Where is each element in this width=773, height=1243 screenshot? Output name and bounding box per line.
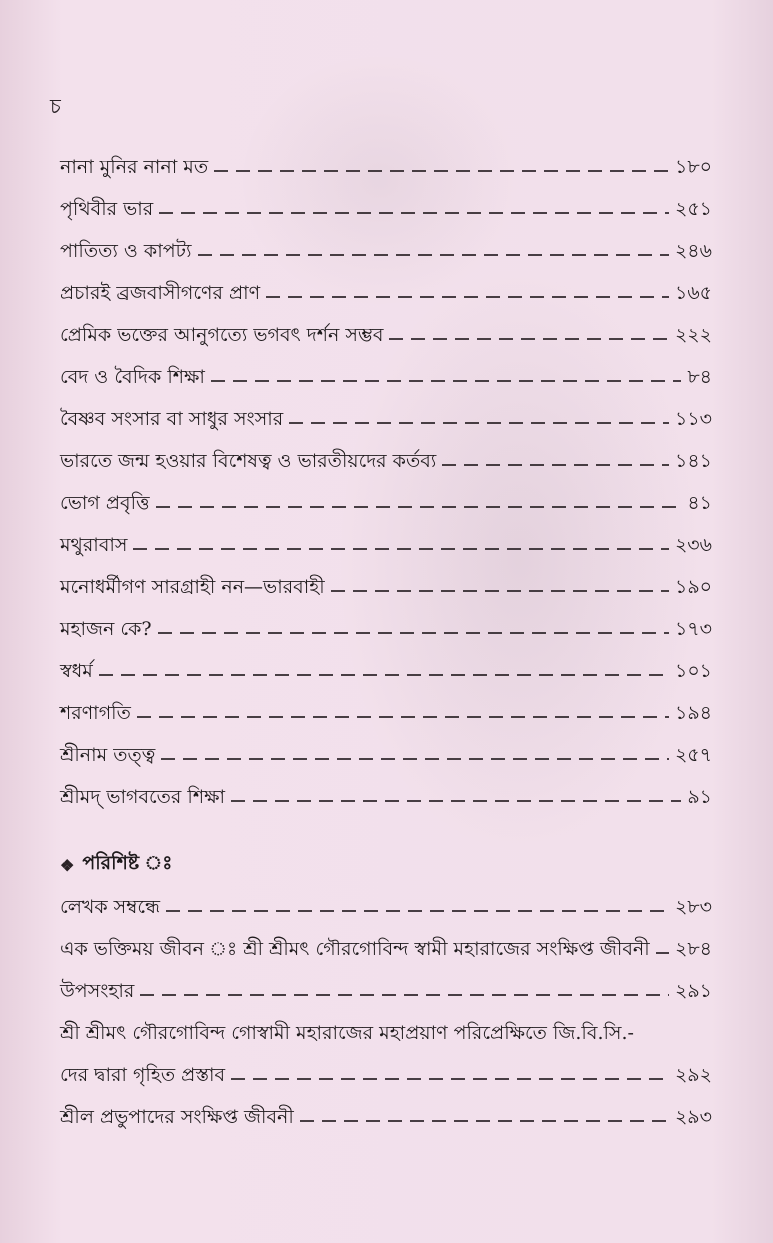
toc-entry [60,608,712,650]
appendix-list [60,886,712,1012]
entry-title: উপসংহার [60,980,135,1002]
appendix-entry [60,970,712,1012]
entry-page-number: ১৯০ [674,576,712,598]
dash-leader [300,1120,669,1122]
entry-page-number: ১৯৪ [675,702,712,724]
entry-title: লেখক সম্বন্ধে [60,896,161,918]
entry-title: পাতিত্য ও কাপট্য [60,240,192,262]
contents-list [60,146,712,818]
entry-title: পৃথিবীর ভার [60,198,154,220]
appendix-long-entry-line2 [60,1054,712,1096]
entry-title: দের দ্বারা গৃহিত প্রস্তাব [60,1064,226,1086]
toc-entry [60,314,712,356]
toc-entry [60,482,712,524]
entry-title: শ্রীমদ্ ভাগবতের শিক্ষা [60,786,225,808]
appendix-heading [60,844,712,886]
dash-leader [389,338,668,340]
dash-leader [331,590,669,592]
entry-title: এক ভক্তিময় জীবন ঃ শ্রী শ্রীমৎ গৌরগোবিন্দ স্বামী মহারাজের সংক্ষিপ্ত জীবনী [60,938,650,960]
entry-page-number: ২৮৪ [674,938,712,960]
entry-page-number: ১১৩ [674,408,712,430]
entry-title: শ্রীল প্রভুপাদের সংক্ষিপ্ত জীবনী [60,1106,294,1128]
entry-title: ভোগ প্রবৃত্তি [60,492,150,514]
toc-entry [60,188,712,230]
entry-page-number: ২৯১ [674,980,712,1002]
entry-title: মহাজন কে? [60,618,152,640]
dash-leader [214,170,669,172]
dash-leader [133,548,668,550]
entry-title: বেদ ও বৈদিক শিক্ষা [60,366,205,388]
entry-title: শরণাগতি [60,702,131,724]
dash-leader [231,1078,669,1080]
toc-entry [60,734,712,776]
entry-page-number: ২৫৭ [674,744,712,766]
toc-entry [60,650,712,692]
entry-title: মথুরাবাস [60,534,128,556]
dash-leader [231,800,681,802]
entry-page-number: ১৮০ [674,156,712,178]
entry-page-number: ২৪৬ [674,240,712,262]
dash-leader [161,758,669,760]
toc-entry [60,776,712,818]
dash-leader [211,380,681,382]
toc-entry [60,692,712,734]
entry-page-number: ৯১ [687,786,712,808]
entry-title: বৈষ্ণব সংসার বা সাধুর সংসার [60,408,284,430]
entry-title: মনোধর্মীগণ সারগ্রাহী নন—ভারবাহী [60,576,325,598]
entry-page-number: ৮৪ [687,366,712,388]
entry-title: নানা মুনির নানা মত [60,156,209,178]
entry-page-number: ২৯২ [674,1064,712,1086]
toc-entry [60,440,712,482]
entry-title: স্বধর্ম [60,660,93,682]
toc-entry [60,146,712,188]
toc-entry [60,272,712,314]
dash-leader [266,296,669,298]
entry-title: শ্রীনাম তত্ত্ব [60,744,156,766]
entry-title: প্রচারই ব্রজবাসীগণের প্রাণ [60,282,261,304]
dash-leader [158,632,669,634]
toc-entry [60,356,712,398]
dash-leader [140,994,669,996]
appendix-last-entry [60,1096,712,1138]
entry-page-number: ২৯৩ [674,1106,712,1128]
appendix-heading-text: পরিশিষ্ট ঃ [82,852,173,874]
entry-title: প্রেমিক ভক্তের আনুগত্যে ভগবৎ দর্শন সম্ভব [60,324,384,346]
appendix-entry [60,886,712,928]
table-of-contents [60,146,712,1138]
entry-page-number: ১৬৫ [674,282,712,304]
entry-page-number: ২৫১ [674,198,712,220]
dash-leader [156,506,682,508]
page-marker: চ [50,94,61,118]
dash-leader [198,254,669,256]
entry-page-number: ৪১ [687,492,712,514]
entry-title: ভারতে জন্ম হওয়ার বিশেষত্ব ও ভারতীয়দের কর্তব্য [60,450,437,472]
toc-entry [60,230,712,272]
entry-page-number: ১০১ [674,660,712,682]
appendix-entry [60,928,712,970]
dash-leader [656,952,669,954]
entry-page-number: ১৪১ [675,450,712,472]
toc-entry [60,566,712,608]
toc-entry [60,398,712,440]
dash-leader [289,422,669,424]
diamond-bullet-icon: ❖ [60,855,75,875]
entry-page-number: ২২২ [674,324,712,346]
entry-page-number: ১৭৩ [674,618,712,640]
dash-leader [99,674,669,676]
dash-leader [442,464,669,466]
entry-page-number: ২৩৬ [674,534,712,556]
appendix-long-entry-line1: শ্রী শ্রীমৎ গৌরগোবিন্দ গোস্বামী মহারাজের মহাপ্রয়াণ পরিপ্রেক্ষিতে জি.বি.সি.- [60,1022,634,1044]
dash-leader [137,716,669,718]
entry-page-number: ২৮৩ [674,896,712,918]
dash-leader [159,212,669,214]
dash-leader [166,910,669,912]
toc-entry [60,524,712,566]
